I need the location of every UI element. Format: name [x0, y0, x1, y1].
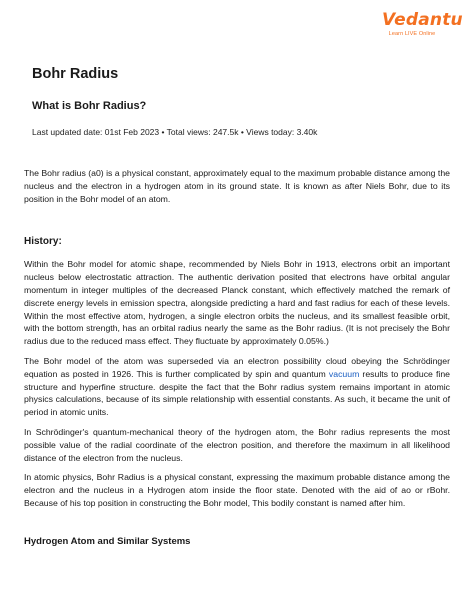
history-paragraph-3: In Schrödinger's quantum-mechanical theory of the hydrogen atom, the Bohr radius represents the most possible value of the radial coordinate of the electron position, and therefore the maximum in all likelihood distance of the electron from the nucleus. — [24, 426, 450, 463]
vedantu-logo[interactable] — [382, 10, 463, 50]
history-paragraph-2-part-1: The Bohr model of the atom was superseded via an electron possibility cloud obeying the Schrödinger equation as posted in 1926. This is further complicated by spin and quantum — [24, 355, 450, 379]
history-paragraph-2 — [24, 355, 450, 419]
history-paragraph-1: Within the Bohr model for atomic shape, recommended by Niels Bohr in 1913, electrons orbit an important nucleus below electrostatic attraction. The authentic derivation posited that electrons have orbital angular momentum in integer multiples of the decreased Planck constant, which effectively matched the remark of discrete energy levels in emission spectra, alongside predicting a hard and fast radius for each of these levels. Within the most effective atom, hydrogen, a single electron orbits the nucleus, and its smallest feasible orbit, with the bottom strength, has an orbital radius nearly the same as the Bohr radius. (It is not precisely the Bohr radius due to the reduced mass effect. They fluctuate by approximately 0.05%.) — [24, 259, 450, 347]
article — [24, 64, 450, 549]
history-paragraph-4: In atomic physics, Bohr Radius is a physical constant, expressing the maximum probable distance among the electron and the nucleus in a Hydrogen atom inside the floor state. Denoted with the aid of ao or rBohr. Because of his top position in constructing the Bohr model, This bodily constant is named after him. — [24, 472, 450, 508]
article-subtitle: What is Bohr Radius? — [32, 100, 147, 112]
history-heading: History: — [24, 236, 62, 248]
article-meta: Last updated date: 01st Feb 2023 • Total views: 247.5k • Views today: 3.40k — [32, 127, 318, 137]
logo-tagline: Learn LIVE Online — [388, 31, 436, 37]
history-paragraph-2-part-2: results to produce fine structure and hyperfine structure. despite the fact that the Bohr radius system remains important in atomic physics calculations, because of its simple relationship with essential constants. As such, it became the unit of period in atomic units. — [24, 368, 450, 418]
logo-wordmark: Vedantu — [382, 10, 463, 30]
page-title: Bohr Radius — [32, 66, 119, 82]
hydrogen-atom-heading: Hydrogen Atom and Similar Systems — [24, 535, 191, 547]
vacuum-link[interactable]: vacuum — [328, 368, 360, 379]
intro-paragraph: The Bohr radius (a0) is a physical constant, approximately equal to the maximum probable distance among the nucleus and the electron in a hydrogen atom in its ground state. It is known as after Niels Bohr, due to its position in the Bohr model of an atom. — [24, 168, 450, 204]
